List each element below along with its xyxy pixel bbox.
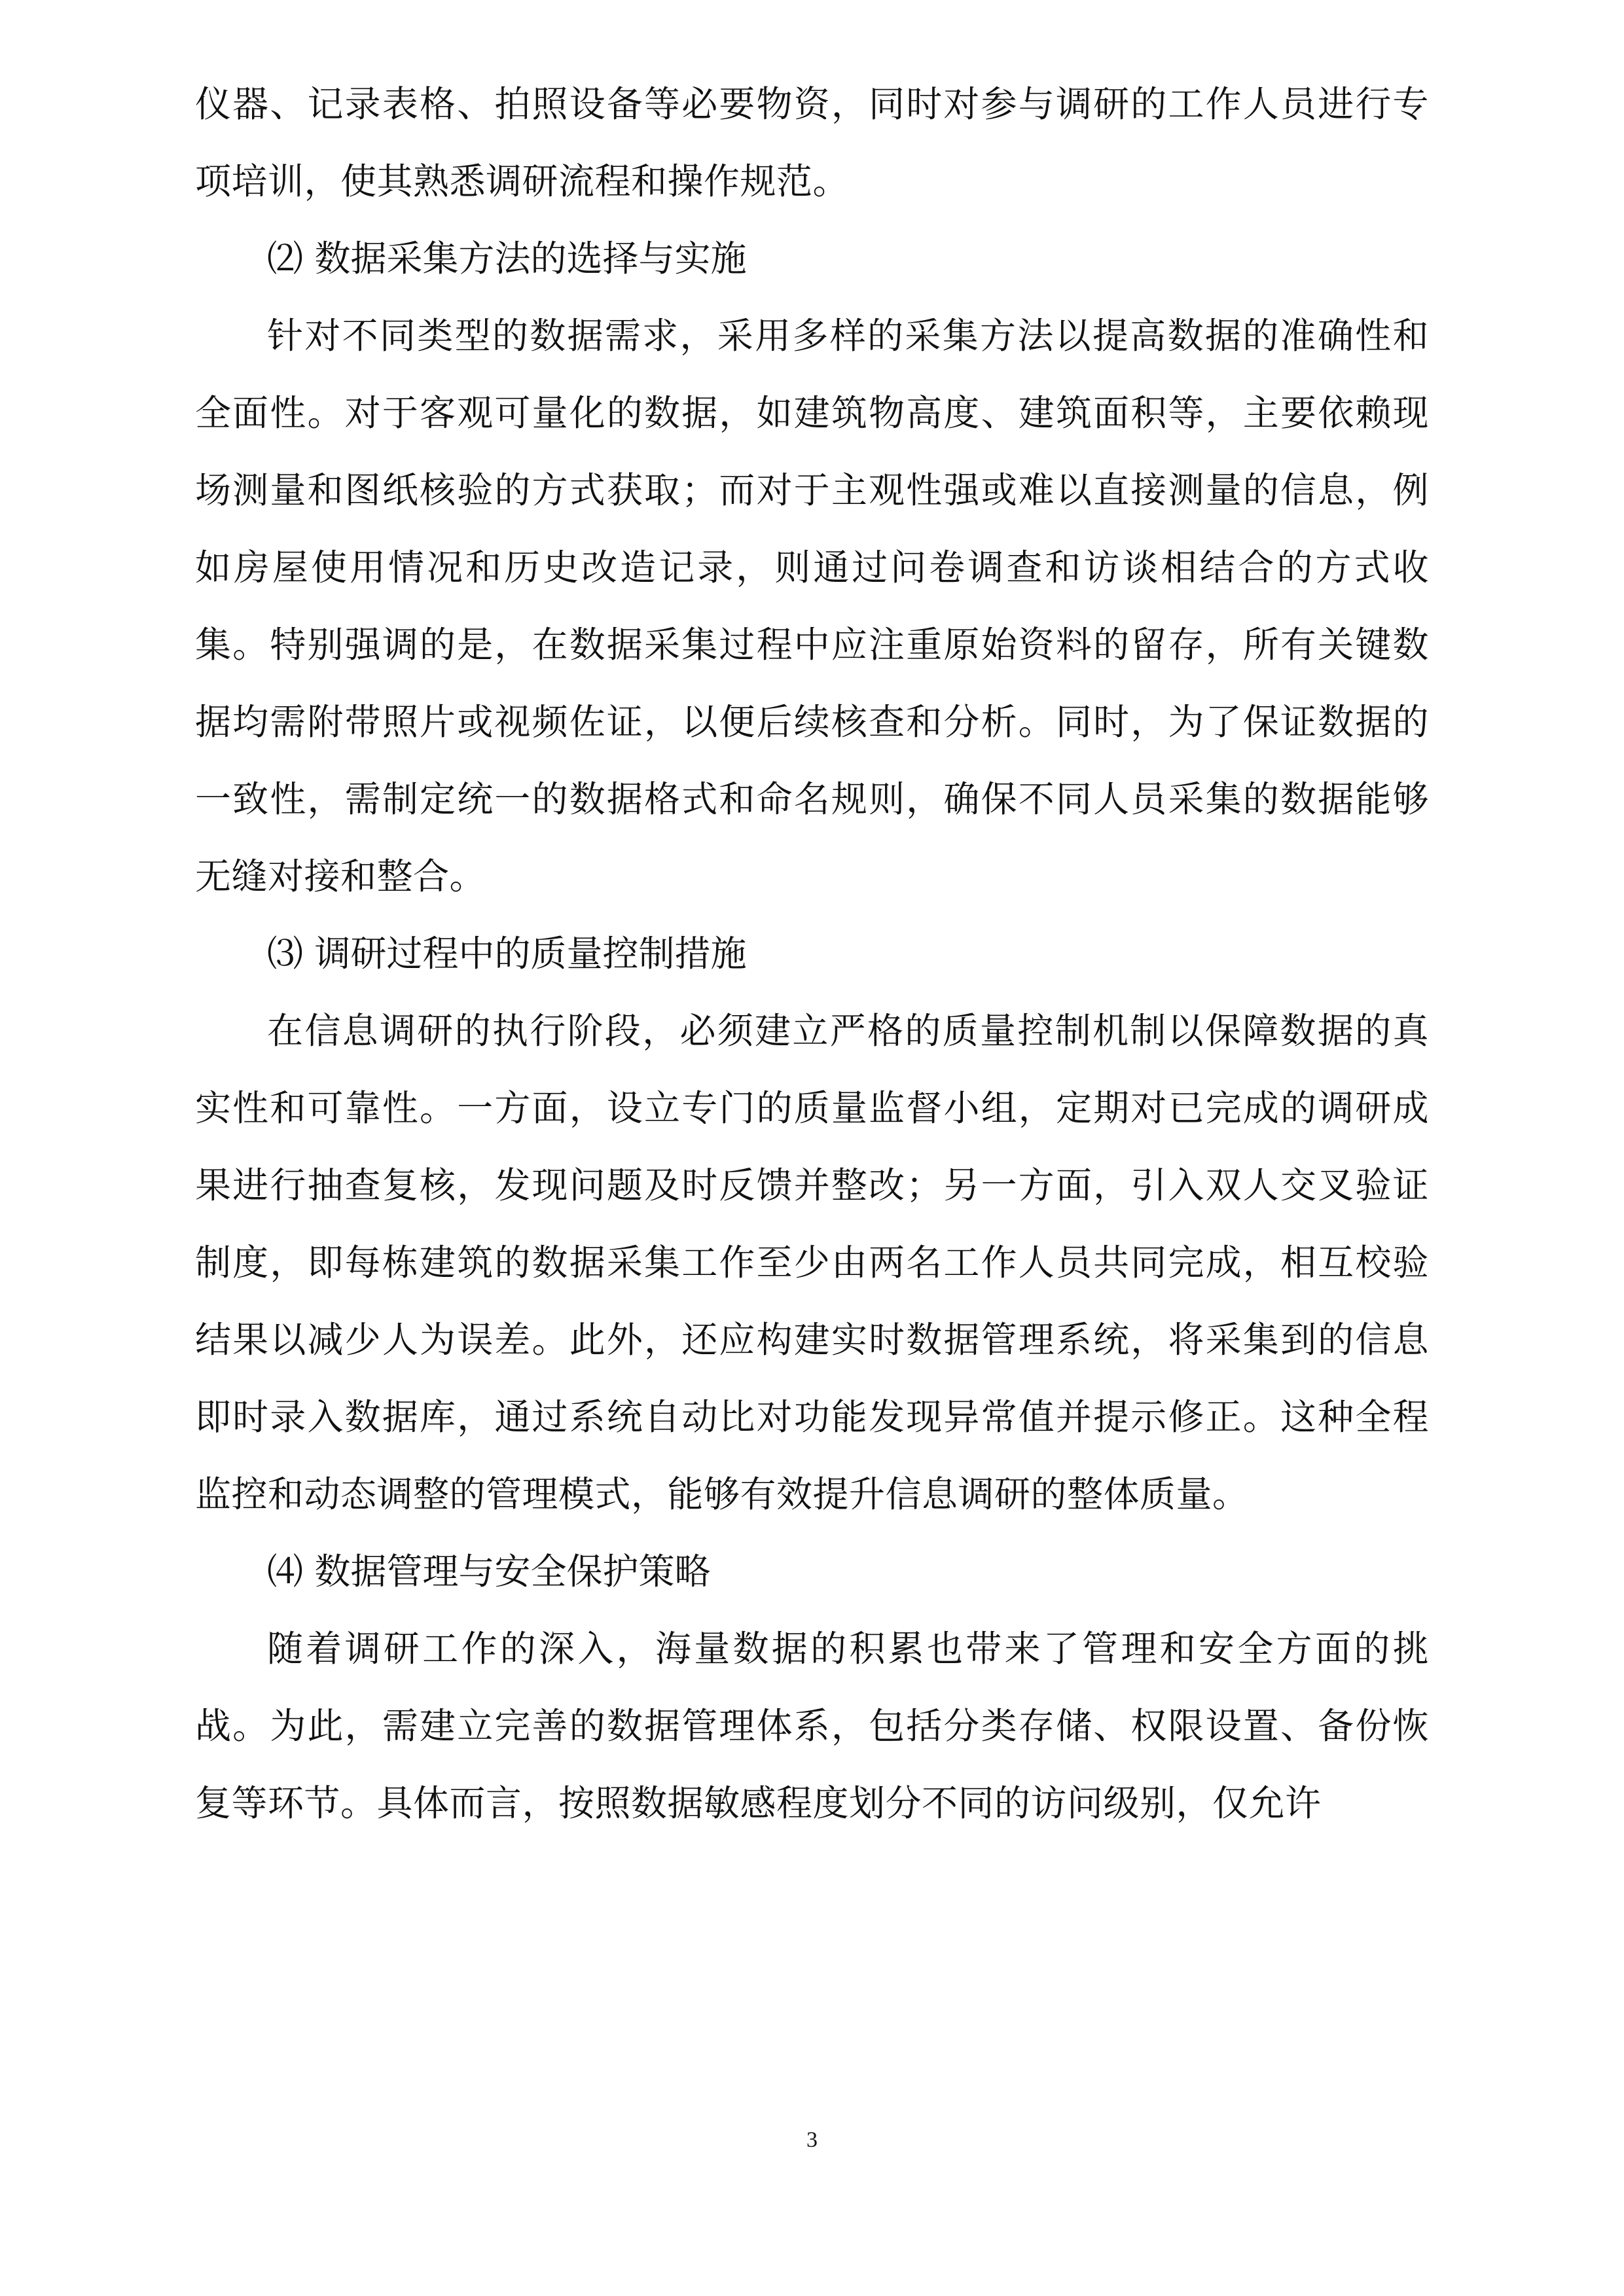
section-heading-2: ⑵ 数据采集方法的选择与实施 [267,238,747,279]
paragraph-continuation: 仪器、记录表格、拍照设备等必要物资，同时对参与调研的工作人员进行专项培训，使其熟悉调研流程和操作规范。 [195,83,1429,202]
paragraph-data-collection: 针对不同类型的数据需求，采用多样的采集方法以提高数据的准确性和全面性。对于客观可量化的数据，如建筑物高度、建筑面积等，主要依赖现场测量和图纸核验的方式获取；而对于主观性强或难以直接测量的信息，例如房屋使用情况和历史改造记录，则通过问卷调查和访谈相结合的方式收集。特别强调的是，在数据采集过程中应注重原始资料的留存，所有关键数据均需附带照片或视频佐证，以便后续核查和分析。同时，为了保证数据的一致性，需制定统一的数据格式和命名规则，确保不同人员采集的数据能够无缝对接和整合。 [195,315,1429,897]
page-body [195,65,1429,1842]
page-number: 3 [806,2128,818,2152]
section-heading-4: ⑷ 数据管理与安全保护策略 [267,1551,711,1592]
paragraph-quality-control: 在信息调研的执行阶段，必须建立严格的质量控制机制以保障数据的真实性和可靠性。一方面，设立专门的质量监督小组，定期对已完成的调研成果进行抽查复核，发现问题及时反馈并整改；另一方面，引入双人交叉验证制度，即每栋建筑的数据采集工作至少由两名工作人员共同完成，相互校验结果以减少人为误差。此外，还应构建实时数据管理系统，将采集到的信息即时录入数据库，通过系统自动比对功能发现异常值并提示修正。这种全程监控和动态调整的管理模式，能够有效提升信息调研的整体质量。 [195,1010,1429,1515]
paragraph-data-security: 随着调研工作的深入，海量数据的积累也带来了管理和安全方面的挑战。为此，需建立完善的数据管理体系，包括分类存储、权限设置、备份恢复等环节。具体而言，按照数据敏感程度划分不同的访问级别，仅允许 [195,1628,1429,1824]
section-heading-3: ⑶ 调研过程中的质量控制措施 [267,933,747,975]
